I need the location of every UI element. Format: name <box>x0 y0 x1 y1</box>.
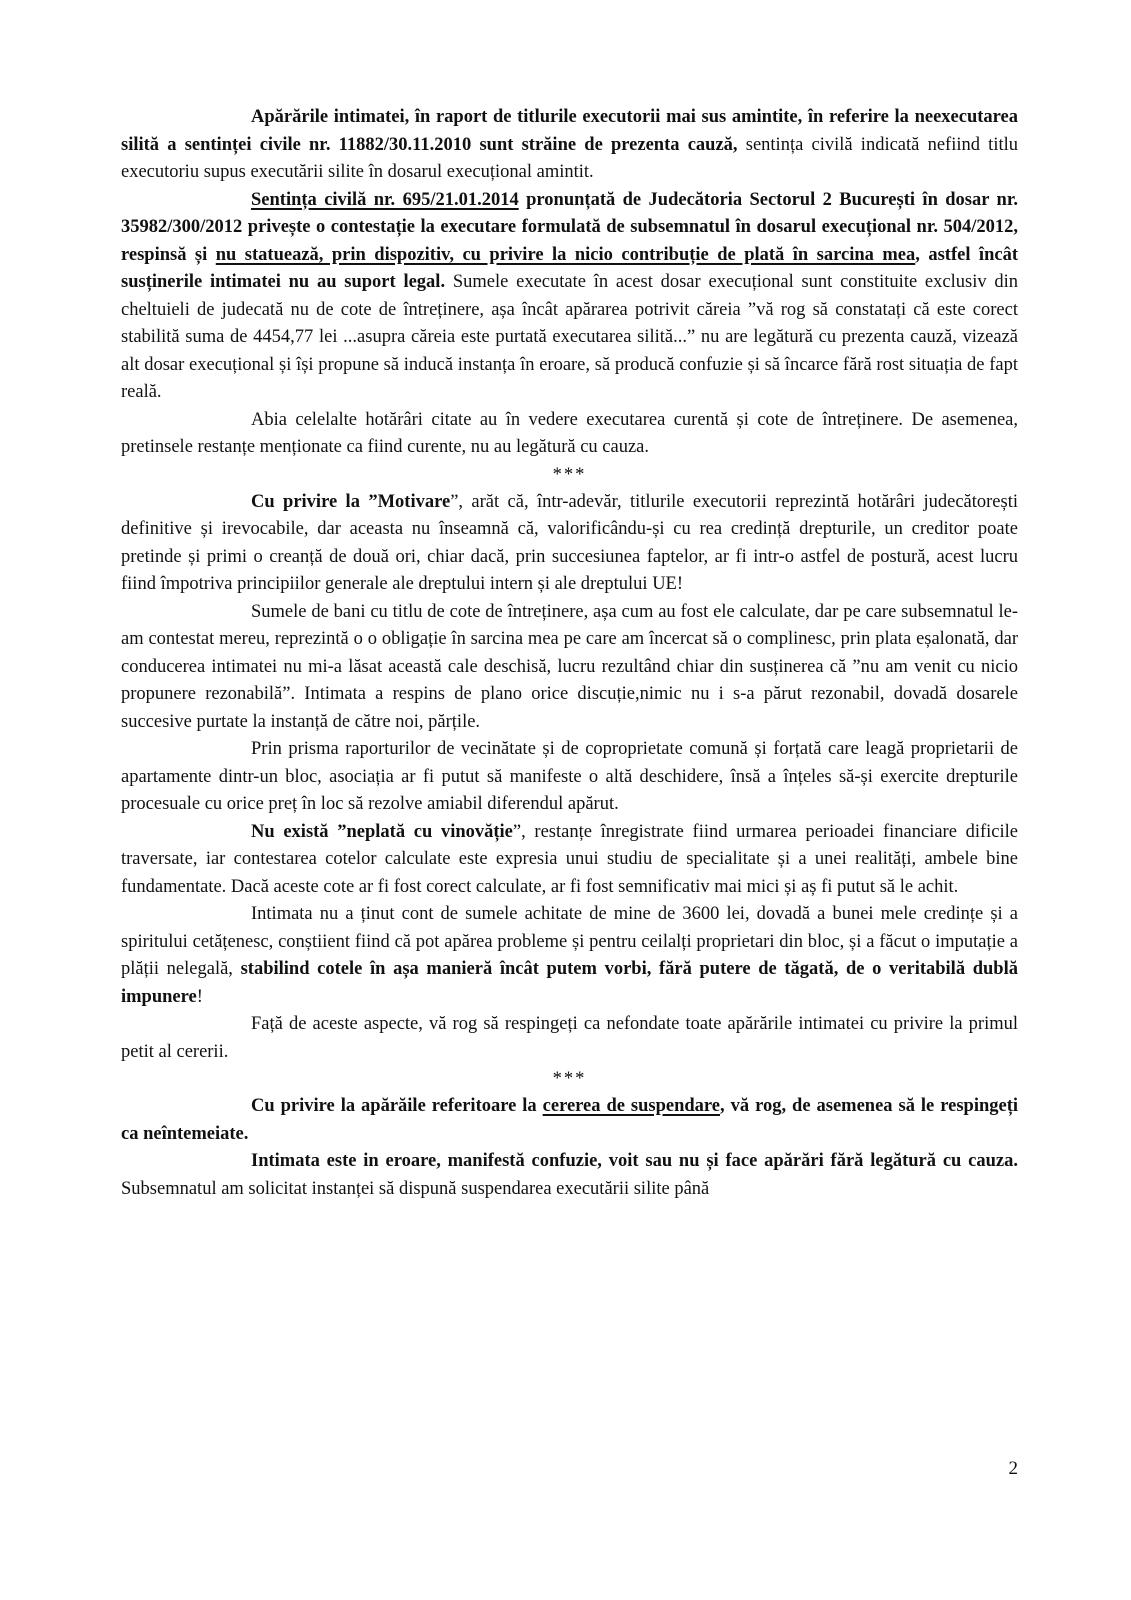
bold-text: , astfel încât susținerile intimatei nu au suport legal. <box>121 244 1018 292</box>
paragraph <box>121 599 1018 737</box>
text-run: Abia celelalte hotărâri citate au în vedere executarea curentă și cote de întreținere. De asemenea, pretinsele restanțe menționate ca fiind curente, nu au legătură cu cauza. <box>121 409 1018 457</box>
text-run: ”, restanțe înregistrate fiind urmarea perioadei financiare dificile traversate, iar contestarea cotelor calculate este expresia unui studiu de specialitate și a unei realități, ambele bine fundamentate. Dacă aceste cote ar fi fost corect calculate, ar fi fost semnificativ mai mici și aș fi putut să le achit. <box>121 821 1018 897</box>
page-number: 2 <box>1008 1458 1018 1479</box>
text-run: Prin prisma raporturilor de vecinătate și de coproprietate comună și forțată care leagă proprietarii de apartamente dintr-un bloc, asociația ar fi putut să manifeste o altă deschidere, însă a înțeles să-și exercite drepturile procesuale cu orice preț în loc să rezolve amiabil diferendul apărut. <box>121 739 1018 814</box>
underlined-text: cererea de suspendare <box>542 1096 721 1116</box>
underlined-text: nu statuează, prin dispozitiv, cu privire la nicio contribuție de plată în sarcina mea <box>215 244 916 265</box>
bold-text: Apărările intimatei, în raport de titlurile executorii mai sus amintite, în referire la neexecutarea silită a sentinței civile nr. 11882/30.11.2010 sunt străine de prezenta cauză, <box>121 107 1018 155</box>
paragraph <box>121 901 1018 1011</box>
text-run: ”, arăt că, într-adevăr, titlurile executorii reprezintă hotărâri judecătorești definitive și irevocabile, dar aceasta nu înseamnă că, valorificându-și cu rea credință drepturile, un creditor poate pretinde și primi o creanță de două ori, chiar dacă, prin succesiunea faptelor, ar fi intr-o astfel de postură, acest lucru fiind împotriva principiilor generale ale dreptului intern și ale dreptului UE! <box>121 491 1018 594</box>
bold-text: Intimata este in eroare, manifestă confuzie, voit sau nu și face apărări fără legătură cu cauza. <box>251 1151 1018 1171</box>
text-run: *** <box>552 464 587 485</box>
text-run: sentința civilă indicată nefiind titlu executoriu supus executării silite în dosarul execuțional amintit. <box>121 134 1018 182</box>
bold-text: Nu există ”neplată cu vinovăție <box>251 821 513 842</box>
paragraph <box>121 819 1018 902</box>
bold-text: Cu privire la apărăile referitoare la <box>251 1096 543 1116</box>
paragraph <box>121 1093 1018 1148</box>
bold-text: stabilind cotele în așa manieră încât putem vorbi, fără putere de tăgată, de o veritabilă dublă impunere <box>121 959 1018 1007</box>
text-run: Sumele de bani cu titlu de cote de întreținere, așa cum au fost ele calculate, dar pe care subsemnatul le-am contestat mereu, reprezintă o o obligație în sarcina mea pe care am încercat să o complinesc, prin plata eșalonată, dar conducerea intimatei nu mi-a lăsat această cale deschisă, lucru rezultând chiar din susținerea că ”nu am venit cu nicio propunere rezonabilă”. Intimata a respins de plano orice discuție,nimic nu i s-a părut rezonabil, dovadă dosarele succesive purtate la instanță de către noi, părțile. <box>121 601 1018 732</box>
paragraph <box>121 489 1018 599</box>
paragraph <box>121 1011 1018 1066</box>
bold-text: , vă rog, de asemenea să le respingeți ca neîntemeiate. <box>121 1096 1019 1144</box>
paragraph <box>121 187 1018 407</box>
document-body <box>121 104 1018 1203</box>
text-run: Subsemnatul am solicitat instanței să dispună suspendarea executării silite până <box>121 1178 710 1199</box>
section-separator <box>121 462 1018 489</box>
text-run: Față de aceste aspecte, vă rog să respingeți ca nefondate toate apărările intimatei cu privire la primul petit al cererii. <box>121 1014 1018 1062</box>
text-run: Sumele executate în acest dosar execuțional sunt constituite exclusiv din cheltuieli de judecată nu de cote de întreținere, așa încât apărarea potrivit căreia ”vă rog să constatați că este corect stabilită suma de 4454,77 lei ...asupra căreia este purtată executarea silită...” nu are legătură cu prezenta cauză, vizează alt dosar execuțional și își propune să inducă instanța în eroare, să producă confuzie și să încarce fără rost situația de fapt reală. <box>121 272 1018 402</box>
text-run: Intimata nu a ținut cont de sumele achitate de mine de 3600 lei, dovadă a bunei mele credințe și a spiritului cetățenesc, conștiient fiind că pot apărea probleme și pentru ceilalți proprietari din bloc, și a făcut o imputație a plății nelegală, <box>121 904 1018 979</box>
bold-text: Cu privire la ”Motivare <box>251 491 451 512</box>
text-run: *** <box>552 1069 587 1089</box>
text-run: ! <box>196 986 203 1007</box>
bold-text: pronunțată de Judecătoria Sectorul 2 București în dosar nr. 35982/300/2012 privește o contestație la executare formulată de subsemnatul în dosarul execuțional nr. 504/2012, respinsă și <box>121 189 1018 265</box>
paragraph <box>121 407 1018 462</box>
paragraph <box>121 104 1018 187</box>
underlined-text: Sentința civilă nr. 695/21.01.2014 <box>251 189 519 210</box>
section-separator <box>121 1066 1018 1093</box>
paragraph <box>121 1148 1018 1203</box>
paragraph <box>121 736 1018 819</box>
